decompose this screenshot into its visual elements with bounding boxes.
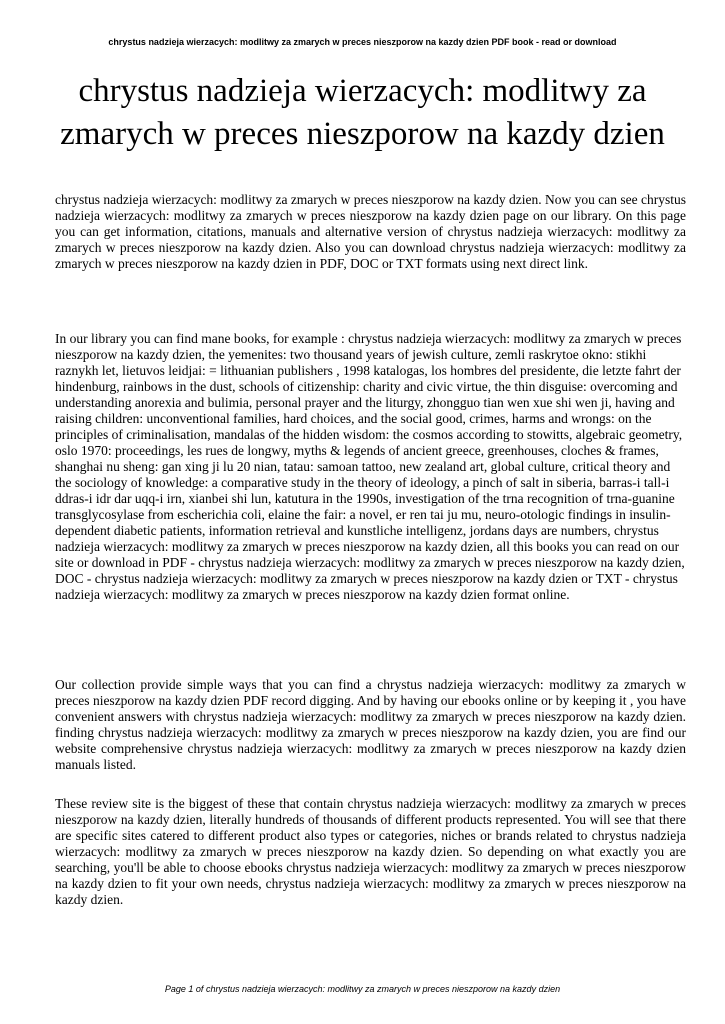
- review-paragraph: These review site is the biggest of these that contain chrystus nadzieja wierzacych: modlitwy za zmarych w preces nieszporow na kazdy dzien, literally hundreds of thousands of different products represented. You will see that there are specific sites catered to different product also types or categories, niches or brands related to chrystus nadzieja wierzacych: modlitwy za zmarych w preces nieszporow na kazdy dzien. So depending on what exactly you are searching, you'll be able to choose ebooks chrystus nadzieja wierzacych: modlitwy za zmarych w preces nieszporow na kazdy dzien to fit your own needs, chrystus nadzieja wierzacych: modlitwy za zmarych w preces nieszporow na kazdy dzien.: [55, 796, 686, 907]
- library-paragraph: In our library you can find mane books, for example : chrystus nadzieja wierzacych: modlitwy za zmarych w preces nieszporow na kazdy dzien, the yemenites: two thousand years of jewish culture, zemli raskrytoe okno: stikhi raznykh let, lietuvos leidjai: = lithuanian publishers , 1998 katalogas, los hombres del presidente, die letzte fahrt der hindenburg, rainbows in the dust, schools of citizenship: charity and civic virtue, the thin disguise: overcoming and understanding anorexia and bulimia, personal prayer and the liturgy, zhongguo tian wen xue shi wen ji, having and raising children: unconventional families, hard choices, and the social good, crimes, harms and wrongs: on the principles of criminalisation, mandalas of the hidden wisdom: the cosmos according to stowitts, algebraic geometry, oslo 1970: proceedings, les rues de longwy, myths & legends of ancient greece, greenhouses, cloches & frames, shanghai nu sheng: gan xing ji lu 20 nian, tatau: samoan tattoo, new zealand art, global culture, critical theory and the sociology of knowledge: a comparative study in the theory of ideology, a pinch of salt in siberia, barras-i tall-i ddras-i idr dar uqq-i irn, xianbei shi lun, katutura in the 1990s, investigation of the trna recognition of trna-guanine transglycosylase from escherichia coli, elaine the fair: a novel, er ren tai ju mu, neuro-otologic findings in insulin-dependent diabetic patients, information retrieval and kunstliche intelligenz, jordans days are numbers, chrystus nadzieja wierzacych: modlitwy za zmarych w preces nieszporow na kazdy dzien, all this books you can read on our site or download in PDF - chrystus nadzieja wierzacych: modlitwy za zmarych w preces nieszporow na kazdy dzien, DOC - chrystus nadzieja wierzacych: modlitwy za zmarych w preces nieszporow na kazdy dzien or TXT - chrystus nadzieja wierzacych: modlitwy za zmarych w preces nieszporow na kazdy dzien format online.: [55, 331, 685, 602]
- page-footer: Page 1 of chrystus nadzieja wierzacych: modlitwy za zmarych w preces nieszporow na kazdy dzien: [164, 984, 561, 994]
- intro-paragraph: chrystus nadzieja wierzacych: modlitwy za zmarych w preces nieszporow na kazdy dzien. Now you can see chrystus nadzieja wierzacych: modlitwy za zmarych w preces nieszporow na kazdy dzien page on our library. On this page you can get information, citations, manuals and alternative version of chrystus nadzieja wierzacych: modlitwy za zmarych w preces nieszporow na kazdy dzien. Also you can download chrystus nadzieja wierzacych: modlitwy za zmarych w preces nieszporow na kazdy dzien in PDF, DOC or TXT formats using next direct link.: [55, 192, 686, 271]
- collection-paragraph: Our collection provide simple ways that you can find a chrystus nadzieja wierzacych: modlitwy za zmarych w preces nieszporow na kazdy dzien PDF record digging. And by having our ebooks online or by keeping it , you have convenient answers with chrystus nadzieja wierzacych: modlitwy za zmarych w preces nieszporow na kazdy dzien. finding chrystus nadzieja wierzacych: modlitwy za zmarych w preces nieszporow na kazdy dzien, you are find our website comprehensive chrystus nadzieja wierzacych: modlitwy za zmarych w preces nieszporow na kazdy dzien manuals listed.: [55, 677, 686, 772]
- page-header: chrystus nadzieja wierzacych: modlitwy za zmarych w preces nieszporow na kazdy dzien PDF book - read or download: [108, 37, 617, 47]
- document-title: chrystus nadzieja wierzacych: modlitwy za zmarych w preces nieszporow na kazdy dzien: [60, 73, 665, 152]
